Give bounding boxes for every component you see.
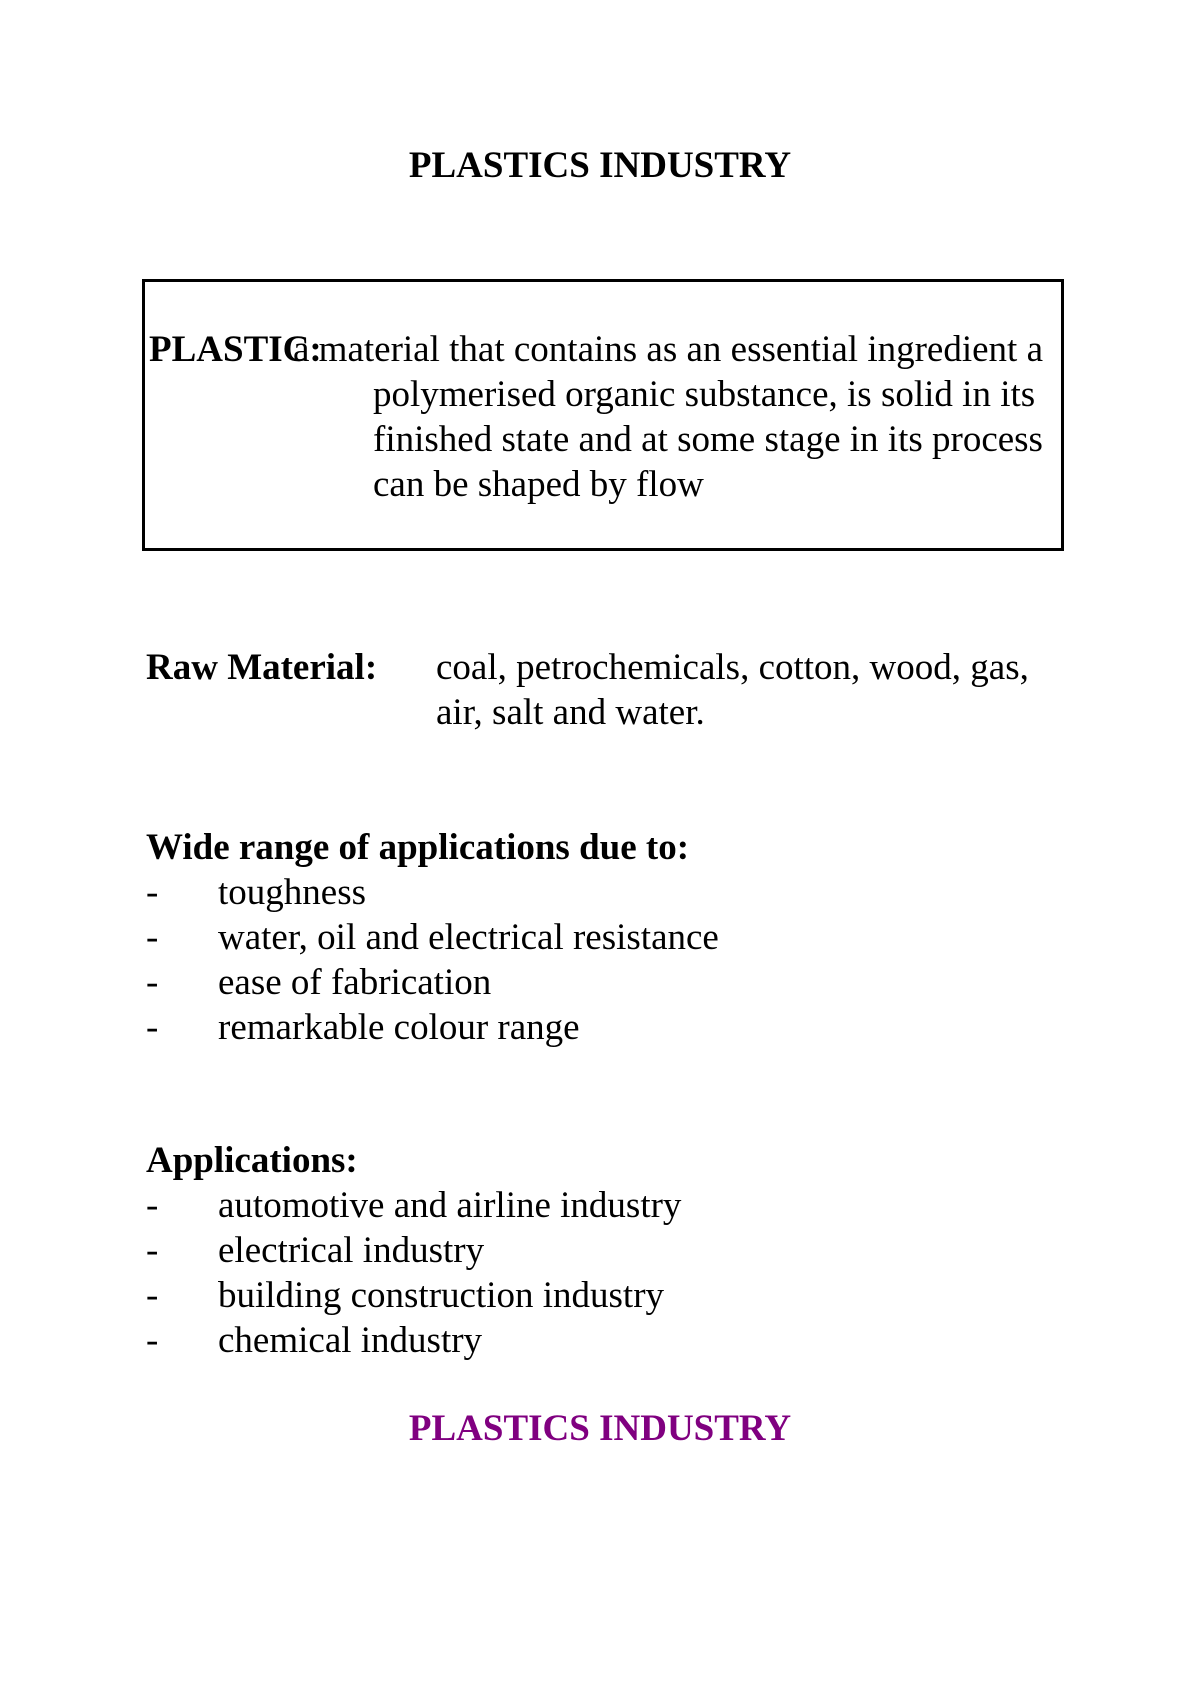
definition-box — [142, 279, 1064, 551]
list-item-text: building construction industry — [218, 1275, 665, 1316]
dash-bullet: - — [146, 1007, 159, 1048]
applications-heading: Applications: — [146, 1140, 358, 1181]
list-item — [146, 1005, 1106, 1050]
list-item — [146, 870, 1106, 915]
list-item — [146, 1228, 1106, 1273]
page-title: PLASTICS INDUSTRY — [408, 145, 792, 186]
definition-text: a material that contains as an essential ingredient a polymerised organic substance, is solid in its finished state and at some stage in its process can be shaped by flow — [293, 329, 1043, 505]
list-item — [146, 915, 1106, 960]
footer-title: PLASTICS INDUSTRY — [408, 1408, 792, 1449]
raw-material-label: Raw Material: — [146, 647, 378, 688]
wide-range-heading: Wide range of applications due to: — [146, 827, 690, 868]
raw-material-text: coal, petrochemicals, cotton, wood, gas, air, salt and water. — [436, 647, 1029, 733]
list-item-text: chemical industry — [218, 1320, 483, 1361]
list-item-text: remarkable colour range — [218, 1007, 580, 1048]
definition-term: PLASTIC: — [149, 329, 322, 370]
list-item — [146, 960, 1106, 1005]
wide-range-list — [146, 870, 1106, 1050]
list-item — [146, 1273, 1106, 1318]
dash-bullet: - — [146, 917, 159, 958]
list-item-text: electrical industry — [218, 1230, 485, 1271]
dash-bullet: - — [146, 962, 159, 1003]
list-item — [146, 1318, 1106, 1363]
applications-list — [146, 1183, 1106, 1363]
dash-bullet: - — [146, 1275, 159, 1316]
list-item-text: water, oil and electrical resistance — [218, 917, 719, 958]
dash-bullet: - — [146, 1320, 159, 1361]
dash-bullet: - — [146, 1230, 159, 1271]
wide-range-section — [146, 825, 1106, 1050]
dash-bullet: - — [146, 1185, 159, 1226]
list-item-text: ease of fabrication — [218, 962, 492, 1003]
applications-section — [146, 1138, 1106, 1363]
list-item — [146, 1183, 1106, 1228]
list-item-text: toughness — [218, 872, 366, 913]
dash-bullet: - — [146, 872, 159, 913]
list-item-text: automotive and airline industry — [218, 1185, 682, 1226]
